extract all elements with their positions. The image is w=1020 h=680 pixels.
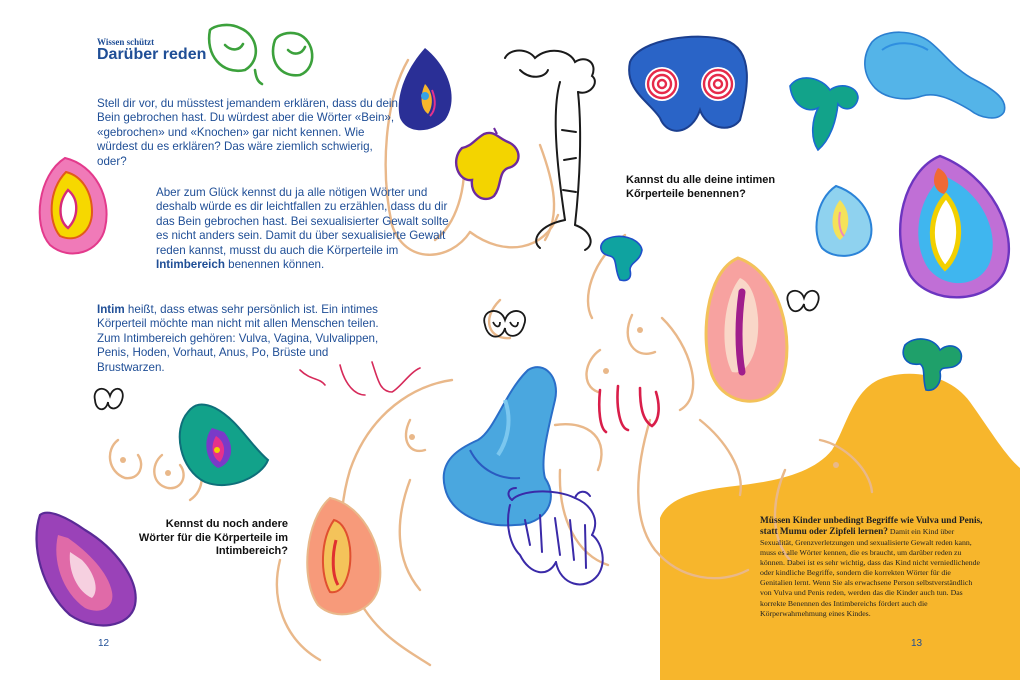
- page-number-right: 13: [911, 638, 923, 649]
- definition-paragraph: [97, 303, 397, 375]
- section-kicker: Wissen schützt: [97, 37, 155, 47]
- question-left: Kennst du noch andere Wörter für die Körperteile im Intimbereich?: [138, 518, 288, 557]
- yellow-shape-drawing: [456, 128, 518, 199]
- black-penis-sketch: [505, 51, 595, 251]
- blue-red-spiral-breasts: [629, 37, 747, 131]
- intro-paragraph: Stell dir vor, du müsstest jemandem erklären, dass du dein Bein gebrochen hast. Du würdest aber die Wörter «Bein», «gebrochen» und «Knochen» gar nicht kennen. Wie würdest du es erklären? Das wäre ziemlich schwierig, oder?: [97, 97, 398, 168]
- red-vulva-drawing: [599, 258, 787, 432]
- body-paragraph-2: [156, 186, 452, 272]
- term-intim: Intim: [97, 303, 125, 316]
- teal-vulva-drawing: [180, 405, 268, 486]
- sidebar-heading: Müssen Kinder unbedingt Begriffe wie Vulva und Penis, statt Mumu oder Zipfeli lernen?: [760, 516, 983, 537]
- large-blue-penis: [444, 367, 556, 525]
- red-vulva-bottom: [307, 498, 380, 614]
- definition-text: heißt, dass etwas sehr persönlich ist. Ein intimes Körperteil möchte man nicht mit allen Menschen teilen. Zum Intimbereich gehören: Vulva, Vagina, Vulvalippen, Penis, Hoden, Vorhaut, Anus, Po, Brüste und Brustwarzen.: [97, 303, 379, 374]
- paragraph-2-text-b: benennen können.: [224, 258, 325, 272]
- question-right: Kannst du alle deine intimen Kőrperteile benennen?: [626, 174, 776, 200]
- nested-vulva-drawings: [816, 156, 1008, 297]
- blue-penis-drawing: [865, 32, 1005, 118]
- sidebar-body: Damit ein Kind über Sexualität, Grenzverletzungen und sexualisierte Gewalt reden kann, muss es alle Wörter kennen, die es braucht, um darüber reden zu können. Dabei ist es sehr wichtig, dass das Kind nicht verniedlichende oder kindliche Begriffe, sondern die korrekten Wörter für die Genitalien lernt. Wenn Sie als erwachsene Person selbstverständlich von Vulva und Penis reden, werden das die Kinder auch tun. Das korrekte Benennen des Intimbereichs fördert auch die Körperwahrnehmung eines Kindes.: [760, 527, 980, 618]
- parent-info-sidebar: [760, 516, 985, 619]
- purple-vulva-bottom-left: [37, 513, 136, 626]
- paragraph-2-text-a: Aber zum Glück kennst du ja alle nötigen Wörter und deshalb würde es dir leichtfallen zu erzählen, dass du dir das Bein gebrochen hast. Bei sexualisierter Gewalt sollte es nicht anders sein. Damit du über sexualisierte Gewalt reden kannst, musst du auch die Körperteile im: [156, 186, 449, 257]
- page-number-left: 12: [98, 638, 110, 649]
- page-title: Darüber reden: [97, 46, 207, 63]
- green-breasts-drawing: [209, 25, 312, 84]
- multicolor-vulva-left: [40, 158, 107, 253]
- term-intimbereich: Intimbereich: [156, 258, 225, 272]
